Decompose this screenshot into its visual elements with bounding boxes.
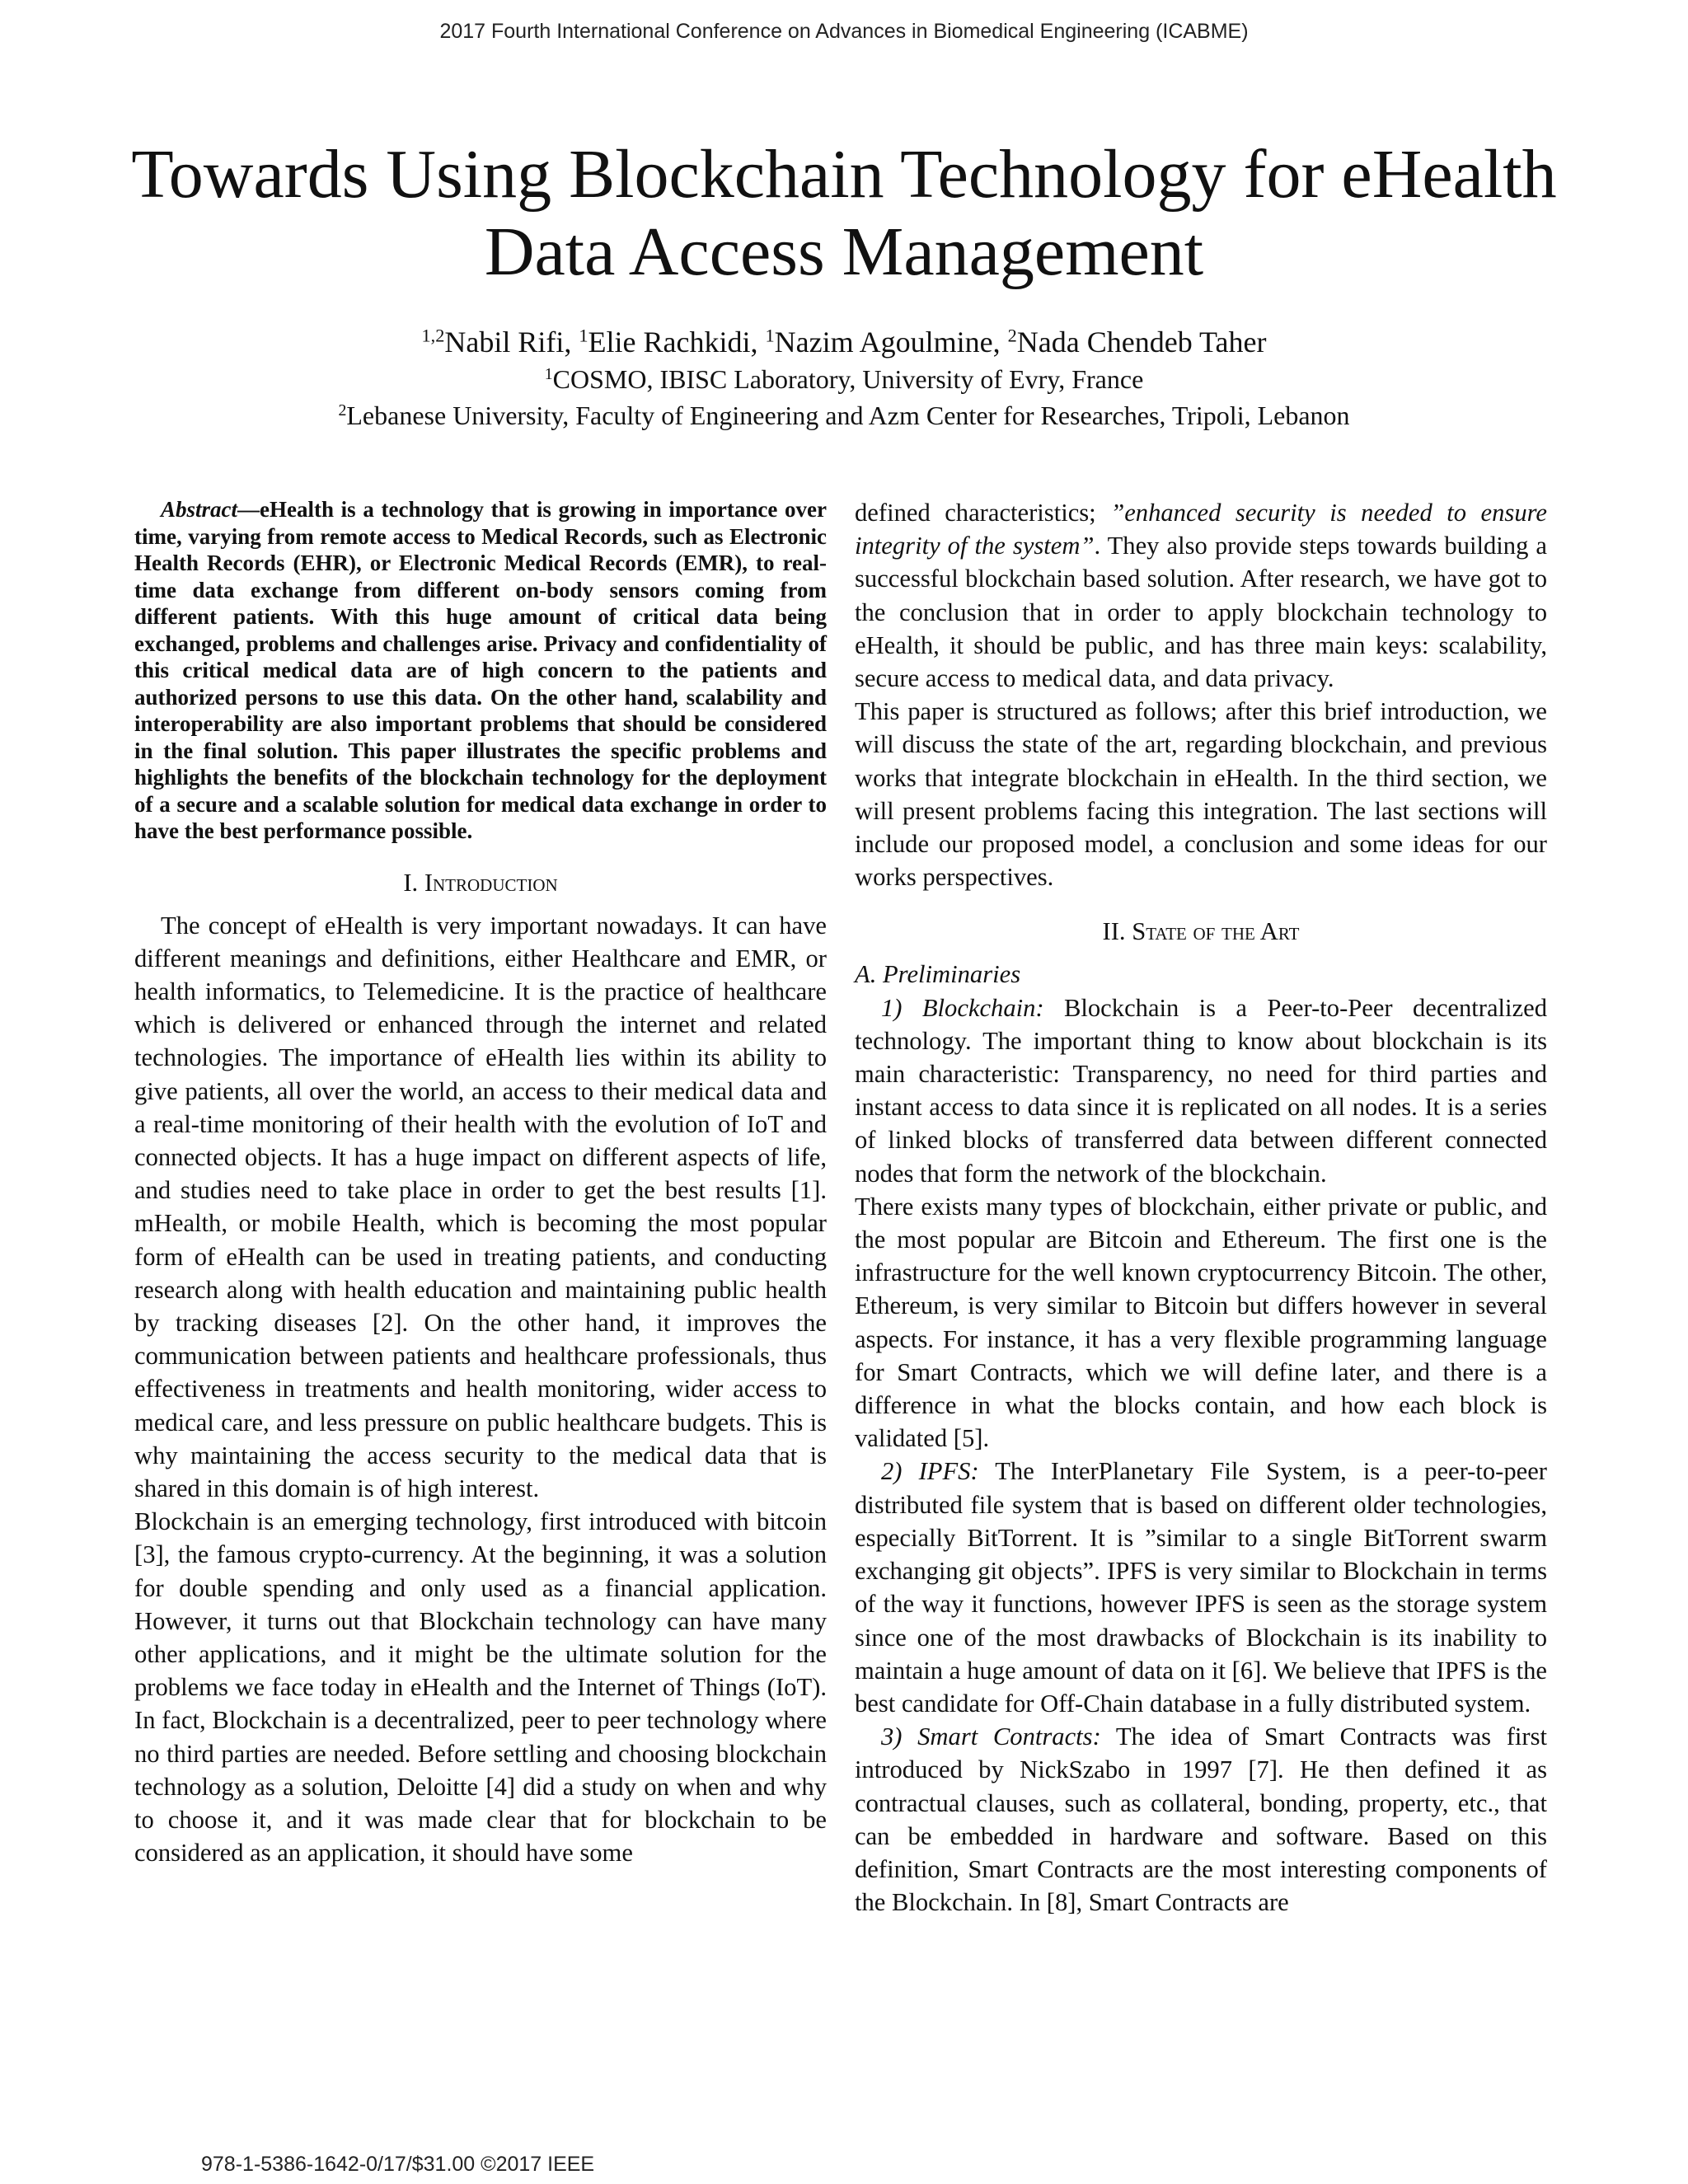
blockchain-paragraph bbox=[855, 991, 1547, 1190]
intro-paragraph-continued bbox=[855, 496, 1547, 695]
author-list bbox=[102, 326, 1586, 359]
section-title: Introduction bbox=[424, 868, 558, 897]
blockchain-text: Blockchain is a Peer-to-Peer decentralized technology. The important thing to know about blockchain is its main characteristic: Transparency, no need for third parties and instant access to data since it is replicated on all nodes. It is a series of linked blocks of transferred data between different connected nodes that form the network of the blockchain. bbox=[855, 993, 1548, 1188]
section-number: II. bbox=[1102, 917, 1126, 946]
section-number: I. bbox=[403, 868, 419, 897]
paper-structure-paragraph: This paper is structured as follows; after this brief introduction, we will discuss the state of the art, regarding blockchain, and previous works that integrate blockchain in eHealth. In the third section, we will present problems facing this integration. The last sections will include our proposed model, a conclusion and some ideas for our works perspectives. bbox=[855, 697, 1547, 892]
author-name: Nabil Rifi, bbox=[444, 326, 572, 359]
ipfs-text: The InterPlanetary File System, is a peer-to-peer distributed file system that is based on different older technologies, especially BitTorrent. It is ”similar to a single BitTorrent swarm exchanging git objects”. IPFS is very similar to Blockchain in terms of the way it functions, however IPFS is seen as the storage system since one of the most drawbacks of Blockchain is its inability to maintain a huge amount of data on it [6]. We believe that IPFS is the best candidate for Off-Chain database in a fully distributed system. bbox=[855, 1457, 1547, 1718]
deloitte-quote: ”enhanced security is needed to ensure integrity of the system” bbox=[855, 499, 1547, 560]
affiliation-text: Lebanese University, Faculty of Engineering and Azm Center for Researches, Tripoli, Lebanon bbox=[346, 401, 1350, 430]
author-name: Nazim Agoulmine, bbox=[774, 326, 1001, 359]
author-name: Elie Rachkidi, bbox=[588, 326, 758, 359]
affiliation-2 bbox=[102, 399, 1586, 432]
paper-title: Towards Using Blockchain Technology for eHealth Data Access Management bbox=[131, 136, 1557, 290]
abstract-lead: Abstract bbox=[161, 497, 238, 522]
blockchain-types-paragraph: There exists many types of blockchain, either private or public, and the most popular are Bitcoin and Ethereum. The first one is the infrastructure for the well known cryptocurrency Bitcoin. The other, Ethereum, is very similar to Bitcoin but differs however in several aspects. For instance, it has a very flexible programming language for Smart Contracts, which we will define later, and there is a difference in what the blocks contain, and how each block is validated [5]. bbox=[855, 1192, 1547, 1453]
intro-continued-start: defined characteristics; bbox=[855, 499, 1111, 527]
author-affiliation-mark: 1 bbox=[579, 325, 588, 346]
abstract-text: —eHealth is a technology that is growing in importance over time, varying from remote access to Medical Records, such as Electronic Health Records (EHR), or Electronic Medical Records (EMR), to real-time data exchange from different on-body sensors coming from different patients. With this huge amount of critical data being exchanged, problems and challenges arise. Privacy and confidentiality of this critical medical data are of high concern to the patients and authorized persons to use this data. On the other hand, scalability and interoperability are also important problems that should be considered in the final solution. This paper illustrates the specific problems and highlights the benefits of the blockchain technology for the deployment of a secure and a scalable solution for medical data exchange in order to have the best performance possible. bbox=[134, 497, 827, 843]
author-affiliation-mark: 2 bbox=[1007, 325, 1017, 346]
abstract bbox=[134, 496, 827, 845]
ipfs-heading: 2) IPFS: bbox=[881, 1457, 979, 1486]
section-heading-state-of-art bbox=[855, 915, 1547, 948]
smart-contracts-text: The idea of Smart Contracts was first introduced by NickSzabo in 1997 [7]. He then defined it as contractual clauses, such as collateral, bonding, property, etc., that can be embedded in hardware and software. Based on this definition, Smart Contracts are the most interesting components of the Blockchain. In [8], Smart Contracts are bbox=[855, 1722, 1547, 1917]
affiliation-mark: 2 bbox=[338, 401, 347, 420]
ipfs-paragraph bbox=[855, 1455, 1547, 1720]
left-column bbox=[134, 496, 827, 1869]
affiliation-1 bbox=[102, 363, 1586, 396]
intro-paragraph-2: Blockchain is an emerging technology, first introduced with bitcoin [3], the famous crypto-currency. At the beginning, it was a solution for double spending and only used as a financial application. However, it turns out that Blockchain technology can have many other applications, and it might be the ultimate solution for the problems we face today in eHealth and the Internet of Things (IoT). In fact, Blockchain is a decentralized, peer to peer technology where no third parties are needed. Before settling and choosing blockchain technology as a solution, Deloitte [4] did a study on when and why to choose it, and it was made clear that for blockchain to be considered as an application, it should have some bbox=[134, 1507, 827, 1868]
affiliation-mark: 1 bbox=[544, 365, 553, 384]
smart-contracts-paragraph bbox=[855, 1720, 1547, 1919]
intro-paragraph-1: The concept of eHealth is very important nowadays. It can have different meanings and definitions, either Healthcare and EMR, or health informatics, to Telemedicine. It is the practice of healthcare which is delivered or enhanced through the internet and related technologies. The importance of eHealth lies within its ability to give patients, all over the world, an access to their medical data and a real-time monitoring of their health with the evolution of IoT and connected objects. It has a huge impact on different aspects of life, and studies need to take place in order to get the best results [1]. mHealth, or mobile Health, which is becoming the most popular form of eHealth can be used in treating patients, and conducting research along with health education and maintaining public health by tracking diseases [2]. On the other hand, it improves the communication between patients and healthcare professionals, thus effectiveness in treatments and health monitoring, wider access to medical care, and less pressure on public healthcare budgets. This is why maintaining the access security to the medical data that is shared in this domain is of high interest. bbox=[134, 911, 827, 1502]
smart-contracts-heading: 3) Smart Contracts: bbox=[881, 1722, 1101, 1751]
subsection-preliminaries: A. Preliminaries bbox=[855, 960, 1021, 989]
author-affiliation-mark: 1 bbox=[765, 325, 775, 346]
author-affiliation-mark: 1,2 bbox=[421, 325, 445, 346]
section-heading-introduction bbox=[134, 866, 827, 899]
intro-continued-end: . They also provide steps towards building a successful blockchain based solution. After research, we have got to the conclusion that in order to apply blockchain technology to eHealth, it should be public, and has three main keys: scalability, secure access to medical data, and data privacy. bbox=[855, 532, 1547, 693]
copyright-footer: 978-1-5386-1642-0/17/$31.00 ©2017 IEEE bbox=[201, 2153, 595, 2176]
right-column bbox=[855, 496, 1547, 1919]
blockchain-heading: 1) Blockchain: bbox=[881, 993, 1044, 1022]
section-title: State of the Art bbox=[1132, 917, 1300, 946]
conference-header: 2017 Fourth International Conference on Advances in Biomedical Engineering (ICABME) bbox=[439, 20, 1249, 43]
affiliation-text: COSMO, IBISC Laboratory, University of Evry, France bbox=[552, 364, 1144, 394]
author-name: Nada Chendeb Taher bbox=[1016, 326, 1267, 359]
